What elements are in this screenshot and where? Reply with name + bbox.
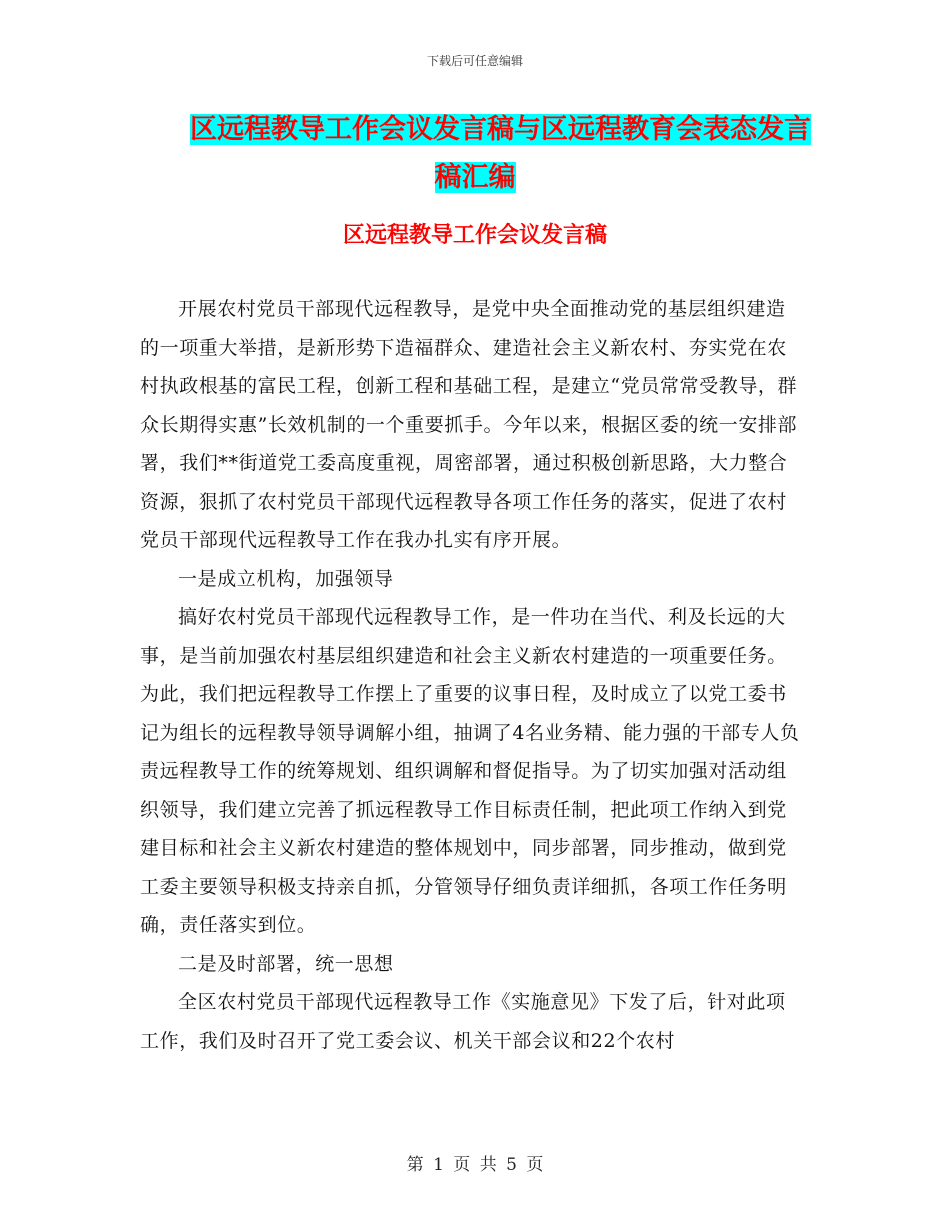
page-number-footer: 第 1 页 共 5 页 [406,1155,544,1175]
body-paragraph: 搞好农村党员干部现代远程教导工作，是一件功在当代、利及长远的大事，是当前加强农村基层组织建造和社会主义新农村建造的一项重要任务。为此，我们把远程教导工作摆上了重要的议事日程，及时成立了以党工委书记为组长的远程教导领导调解小组，抽调了4名业务精、能力强的干部专人负责远程教导工作的统筹规划、组织调解和督促指导。为了切实加强对活动组织领导，我们建立完善了抓远程教导工作目标责任制，把此项工作纳入到党建目标和社会主义新农村建造的整体规划中，同步部署，同步推动，做到党工委主要领导积极支持亲自抓，分管领导仔细负责详细抓，各项工作任务明确，责任落实到位。 [140,606,800,936]
document-body [140,290,800,1060]
section-title: 区远程教导工作会议发言稿 [342,223,607,248]
body-paragraph: 全区农村党员干部现代远程教导工作《实施意见》下发了后，针对此项工作，我们及时召开了党工委会议、机关干部会议和22个农村 [140,991,786,1052]
body-paragraph: 开展农村党员干部现代远程教导，是党中央全面推动党的基层组织建造的一项重大举措，是新形势下造福群众、建造社会主义新农村、夯实党在农村执政根基的富民工程，创新工程和基础工程，是建立“党员常常受教导，群众长期得实惠”长效机制的一个重要抓手。今年以来，根据区委的统一安排部署，我们**街道党工委高度重视，周密部署，通过积极创新思路，大力整合资源，狠抓了农村党员干部现代远程教导各项工作任务的落实，促进了农村党员干部现代远程教导工作在我办扎实有序开展。 [140,298,798,551]
document-title-line-1 [140,106,810,154]
title-highlight: 区远程教导工作会议发言稿与区远程教育会表态发言 [190,114,811,145]
page-header-note: 下载后可任意编辑 [426,54,523,68]
document-title [140,106,810,202]
body-subheading: 一是成立机构，加强领导 [178,567,394,590]
document-title-line-2 [140,154,810,202]
title-highlight: 稿汇编 [434,162,516,193]
body-subheading: 二是及时部署，统一思想 [178,952,394,975]
